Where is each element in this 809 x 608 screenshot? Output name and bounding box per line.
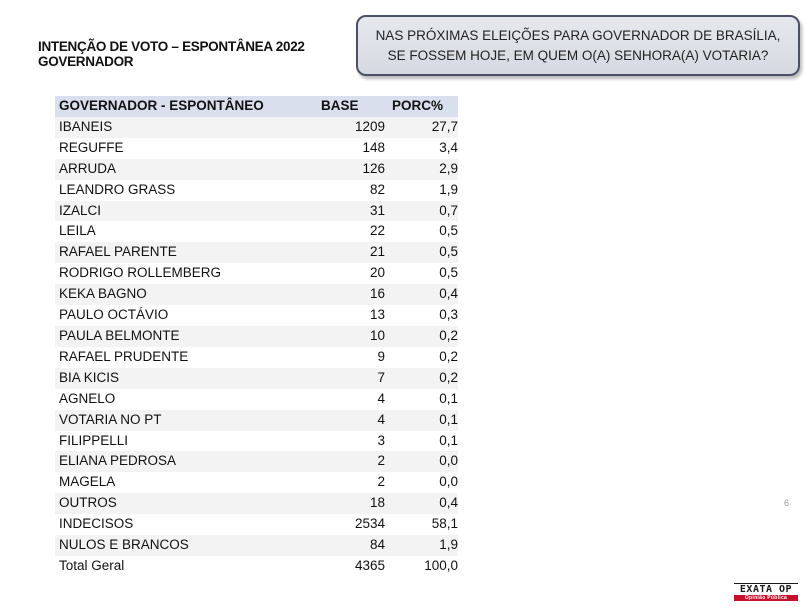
cell-porc: 0,7 — [386, 201, 458, 222]
cell-name: LEILA — [55, 221, 321, 242]
cell-name: VOTARIA NO PT — [55, 410, 321, 431]
cell-base: 4 — [321, 410, 386, 431]
cell-name: NULOS E BRANCOS — [55, 535, 321, 556]
slide-title-line1: INTENÇÃO DE VOTO – ESPONTÂNEA 2022 — [38, 39, 305, 54]
cell-name: RODRIGO ROLLEMBERG — [55, 263, 321, 284]
table-row — [55, 263, 458, 284]
cell-name: PAULA BELMONTE — [55, 326, 321, 347]
table-row — [55, 389, 458, 410]
table-row — [55, 556, 458, 577]
table-row — [55, 347, 458, 368]
question-text: NAS PRÓXIMAS ELEIÇÕES PARA GOVERNADOR DE BRASÍLIA, SE FOSSEM HOJE, EM QUEM O(A) SENHORA(A) VOTARIA? — [375, 27, 781, 63]
cell-porc: 0,0 — [386, 472, 458, 493]
cell-base: 18 — [321, 493, 386, 514]
table-row — [55, 159, 458, 180]
cell-porc: 0,1 — [386, 431, 458, 452]
cell-name: OUTROS — [55, 493, 321, 514]
table-row — [55, 514, 458, 535]
cell-base: 126 — [321, 159, 386, 180]
cell-base: 13 — [321, 305, 386, 326]
table-row — [55, 242, 458, 263]
cell-base: 20 — [321, 263, 386, 284]
cell-base: 84 — [321, 535, 386, 556]
table-row — [55, 493, 458, 514]
table-row — [55, 472, 458, 493]
cell-base: 31 — [321, 201, 386, 222]
table-row — [55, 535, 458, 556]
header-governador: GOVERNADOR - ESPONTÂNEO — [55, 96, 321, 117]
cell-base: 82 — [321, 180, 386, 201]
cell-base: 16 — [321, 284, 386, 305]
cell-name: MAGELA — [55, 472, 321, 493]
table-row — [55, 180, 458, 201]
cell-base: 10 — [321, 326, 386, 347]
slide-title-line2: GOVERNADOR — [38, 54, 134, 69]
cell-name: REGUFFE — [55, 138, 321, 159]
table-row — [55, 451, 458, 472]
cell-name: IBANEIS — [55, 117, 321, 138]
table-row — [55, 305, 458, 326]
cell-porc: 2,9 — [386, 159, 458, 180]
cell-base: 2534 — [321, 514, 386, 535]
table-row — [55, 326, 458, 347]
vote-intention-table — [55, 96, 458, 577]
cell-porc: 100,0 — [386, 556, 458, 577]
cell-base: 1209 — [321, 117, 386, 138]
cell-porc: 0,5 — [386, 242, 458, 263]
cell-porc: 0,2 — [386, 368, 458, 389]
cell-base: 4365 — [321, 556, 386, 577]
cell-porc: 0,2 — [386, 347, 458, 368]
cell-base: 148 — [321, 138, 386, 159]
table-row — [55, 201, 458, 222]
page-number: 6 — [784, 498, 790, 508]
cell-name: ELIANA PEDROSA — [55, 451, 321, 472]
cell-porc: 0,1 — [386, 410, 458, 431]
logo-main-text: EXATA OP — [734, 583, 798, 595]
cell-name: Total Geral — [55, 556, 321, 577]
logo-sub-text: Opinião Pública — [734, 595, 798, 601]
cell-base: 2 — [321, 472, 386, 493]
header-porc: PORC% — [386, 96, 458, 117]
cell-porc: 0,5 — [386, 263, 458, 284]
table-row — [55, 431, 458, 452]
table-row — [55, 221, 458, 242]
cell-name: PAULO OCTÁVIO — [55, 305, 321, 326]
cell-porc: 0,5 — [386, 221, 458, 242]
table-row — [55, 410, 458, 431]
table-header-row — [55, 96, 458, 117]
cell-porc: 0,3 — [386, 305, 458, 326]
cell-name: IZALCI — [55, 201, 321, 222]
cell-base: 22 — [321, 221, 386, 242]
cell-porc: 0,0 — [386, 451, 458, 472]
cell-name: RAFAEL PRUDENTE — [55, 347, 321, 368]
cell-name: INDECISOS — [55, 514, 321, 535]
cell-name: ARRUDA — [55, 159, 321, 180]
table-row — [55, 138, 458, 159]
cell-name: BIA KICIS — [55, 368, 321, 389]
cell-name: FILIPPELLI — [55, 431, 321, 452]
cell-name: RAFAEL PARENTE — [55, 242, 321, 263]
cell-porc: 0,4 — [386, 284, 458, 305]
cell-base: 21 — [321, 242, 386, 263]
cell-base: 7 — [321, 368, 386, 389]
cell-porc: 3,4 — [386, 138, 458, 159]
cell-name: KEKA BAGNO — [55, 284, 321, 305]
header-base: BASE — [321, 96, 386, 117]
cell-porc: 1,9 — [386, 535, 458, 556]
cell-base: 2 — [321, 451, 386, 472]
cell-porc: 0,4 — [386, 493, 458, 514]
cell-porc: 27,7 — [386, 117, 458, 138]
cell-base: 9 — [321, 347, 386, 368]
cell-porc: 1,9 — [386, 180, 458, 201]
slide-title — [38, 39, 338, 69]
cell-porc: 58,1 — [386, 514, 458, 535]
exata-op-logo — [734, 583, 798, 601]
cell-name: AGNELO — [55, 389, 321, 410]
table-row — [55, 117, 458, 138]
cell-base: 4 — [321, 389, 386, 410]
table-row — [55, 284, 458, 305]
cell-porc: 0,1 — [386, 389, 458, 410]
table-body — [55, 117, 458, 577]
question-callout — [356, 15, 800, 76]
table-row — [55, 368, 458, 389]
cell-base: 3 — [321, 431, 386, 452]
cell-name: LEANDRO GRASS — [55, 180, 321, 201]
cell-porc: 0,2 — [386, 326, 458, 347]
